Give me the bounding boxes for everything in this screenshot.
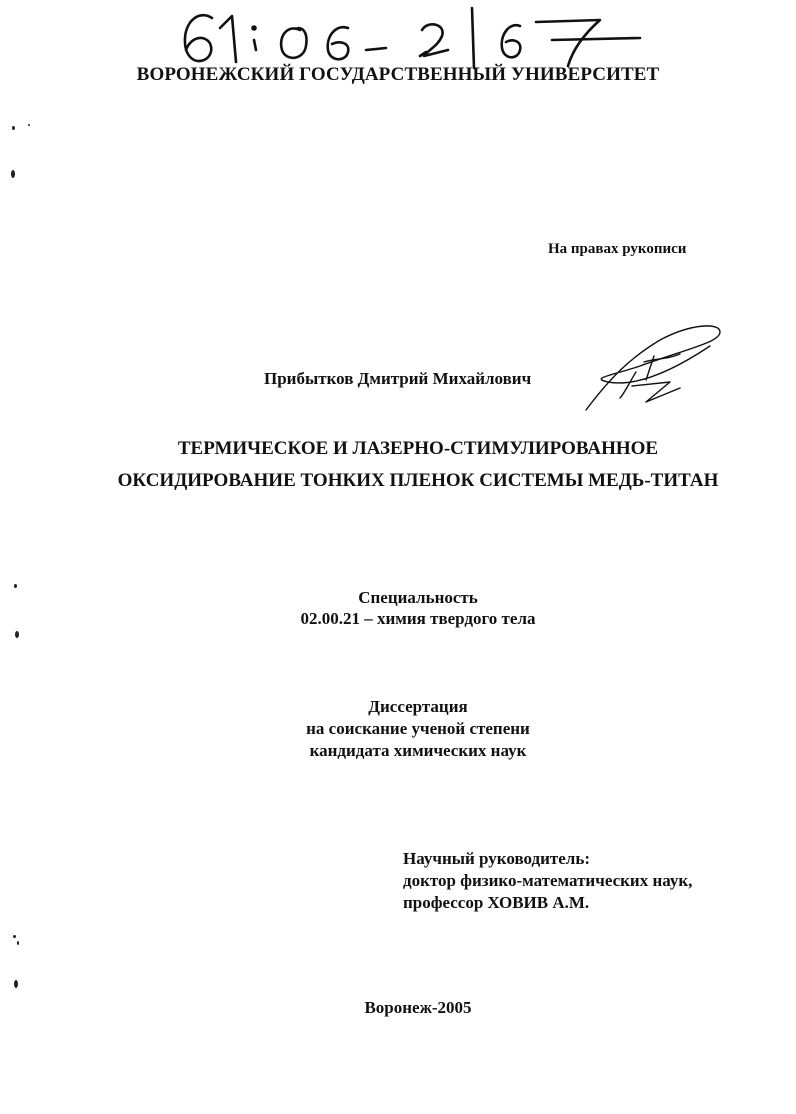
author-signature	[580, 318, 730, 418]
scan-speck	[14, 980, 18, 988]
scan-speck	[14, 584, 17, 588]
city-year: Воронеж-2005	[364, 998, 472, 1017]
university-name: ВОРОНЕЖСКИЙ ГОСУДАРСТВЕННЫЙ УНИВЕРСИТЕТ	[136, 64, 660, 85]
author-name: Прибытков Дмитрий Михайлович	[264, 369, 532, 388]
scan-speck	[13, 935, 16, 938]
dissertation-line-3: кандидата химических наук	[309, 741, 527, 760]
dissertation-title	[0, 433, 796, 497]
scan-speck	[12, 126, 15, 130]
specialty-block	[0, 587, 796, 629]
scan-speck	[15, 631, 19, 638]
supervisor-label: Научный руководитель:	[403, 849, 590, 868]
handwritten-archive-code	[170, 0, 650, 70]
dissertation-line-2: на соискание ученой степени	[306, 719, 530, 738]
title-line-1: ТЕРМИЧЕСКОЕ И ЛАЗЕРНО-СТИМУЛИРОВАННОЕ	[177, 438, 659, 459]
title-line-2: ОКСИДИРОВАНИЕ ТОНКИХ ПЛЕНОК СИСТЕМЫ МЕДЬ-ТИТАН	[117, 470, 719, 491]
dissertation-line-1: Диссертация	[368, 697, 468, 716]
specialty-value: 02.00.21 – химия твердого тела	[300, 609, 536, 628]
specialty-label: Специальность	[358, 588, 478, 607]
supervisor-name: профессор ХОВИВ А.М.	[403, 893, 590, 912]
scan-speck	[28, 124, 30, 126]
supervisor-degree: доктор физико-математических наук,	[403, 871, 693, 890]
scan-speck	[11, 170, 15, 178]
scan-speck	[17, 941, 19, 945]
rights-notice: На правах рукописи	[548, 241, 687, 257]
supervisor-block	[403, 848, 692, 914]
dissertation-block	[0, 696, 796, 762]
